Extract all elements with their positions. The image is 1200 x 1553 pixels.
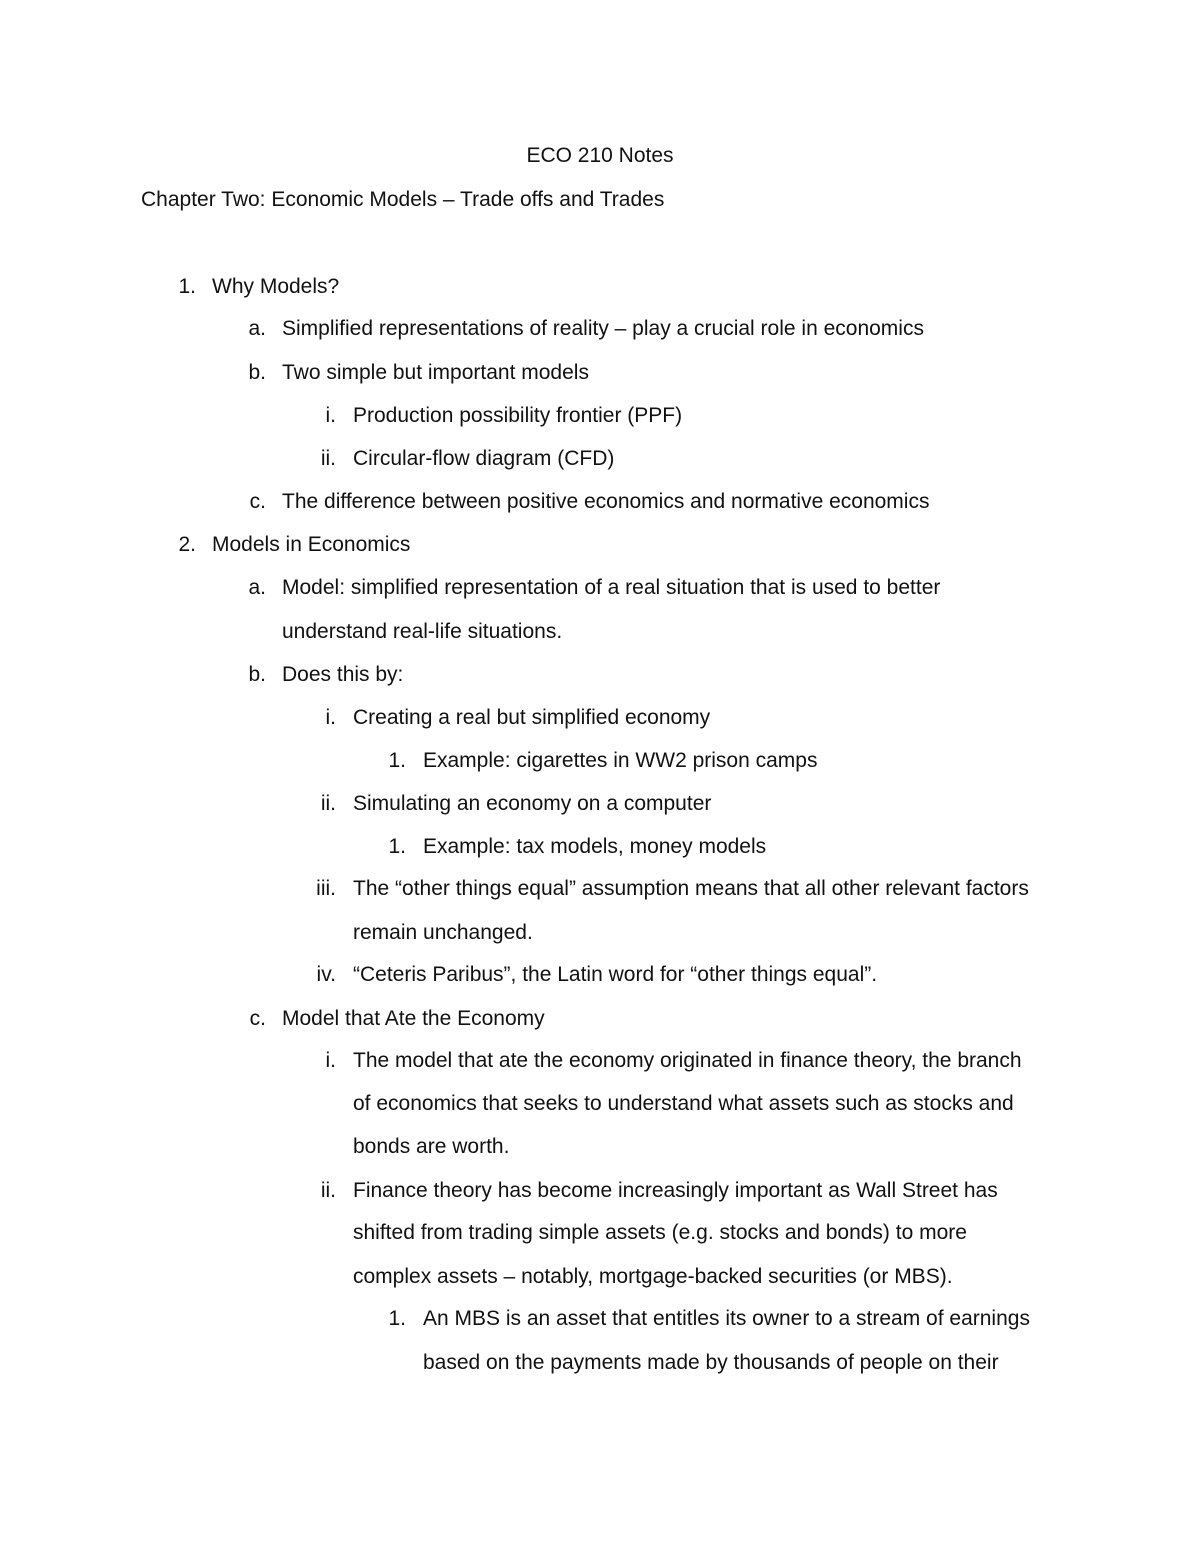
list-marker: iv. <box>316 963 336 986</box>
list-marker: 1. <box>388 835 406 858</box>
list-item: Example: cigarettes in WW2 prison camps <box>423 749 818 772</box>
list-item: Models in Economics <box>212 533 411 556</box>
document-title: ECO 210 Notes <box>526 144 674 167</box>
list-item: Finance theory has become increasingly important as Wall Street has <box>353 1179 998 1202</box>
list-item: “Ceteris Paribus”, the Latin word for “other things equal”. <box>353 963 878 986</box>
list-item: The “other things equal” assumption means that all other relevant factors <box>353 877 1029 900</box>
list-item: Why Models? <box>212 275 340 298</box>
list-marker: ii. <box>320 447 336 470</box>
list-item: The difference between positive economics and normative economics <box>282 490 930 513</box>
list-item: Production possibility frontier (PPF) <box>353 404 683 427</box>
list-marker: 1. <box>178 275 196 298</box>
list-item: An MBS is an asset that entitles its owner to a stream of earnings <box>423 1307 1030 1330</box>
list-item-continuation: bonds are worth. <box>353 1135 510 1158</box>
list-marker: c. <box>249 1007 266 1030</box>
list-marker: a. <box>248 576 266 599</box>
list-marker: 2. <box>178 533 196 556</box>
list-marker: ii. <box>320 1179 336 1202</box>
list-marker: b. <box>248 361 266 384</box>
list-marker: ii. <box>320 792 336 815</box>
list-item-continuation: based on the payments made by thousands of people on their <box>423 1351 999 1374</box>
list-marker: i. <box>325 1049 336 1072</box>
chapter-heading: Chapter Two: Economic Models – Trade offs and Trades <box>141 188 665 211</box>
list-marker: i. <box>325 706 336 729</box>
list-item-continuation: shifted from trading simple assets (e.g. stocks and bonds) to more <box>353 1221 967 1244</box>
list-marker: b. <box>248 663 266 686</box>
list-marker: 1. <box>388 1307 406 1330</box>
list-item: Simplified representations of reality – play a crucial role in economics <box>282 317 924 340</box>
list-item-continuation: of economics that seeks to understand what assets such as stocks and <box>353 1092 1014 1115</box>
list-item: Two simple but important models <box>282 361 589 384</box>
list-item: Model that Ate the Economy <box>282 1007 545 1030</box>
list-marker: c. <box>249 490 266 513</box>
list-item: Simulating an economy on a computer <box>353 792 712 815</box>
list-item-continuation: complex assets – notably, mortgage-backed securities (or MBS). <box>353 1265 953 1288</box>
list-item: Model: simplified representation of a real situation that is used to better <box>282 576 941 599</box>
list-marker: 1. <box>388 749 406 772</box>
list-marker: iii. <box>316 877 336 900</box>
list-item: Circular-flow diagram (CFD) <box>353 447 615 470</box>
list-item-continuation: remain unchanged. <box>353 921 533 944</box>
list-item: Example: tax models, money models <box>423 835 767 858</box>
list-item: Creating a real but simplified economy <box>353 706 711 729</box>
list-item: The model that ate the economy originated in finance theory, the branch <box>353 1049 1022 1072</box>
list-marker: a. <box>248 317 266 340</box>
list-marker: i. <box>325 404 336 427</box>
list-item: Does this by: <box>282 663 404 686</box>
list-item-continuation: understand real-life situations. <box>282 620 563 643</box>
